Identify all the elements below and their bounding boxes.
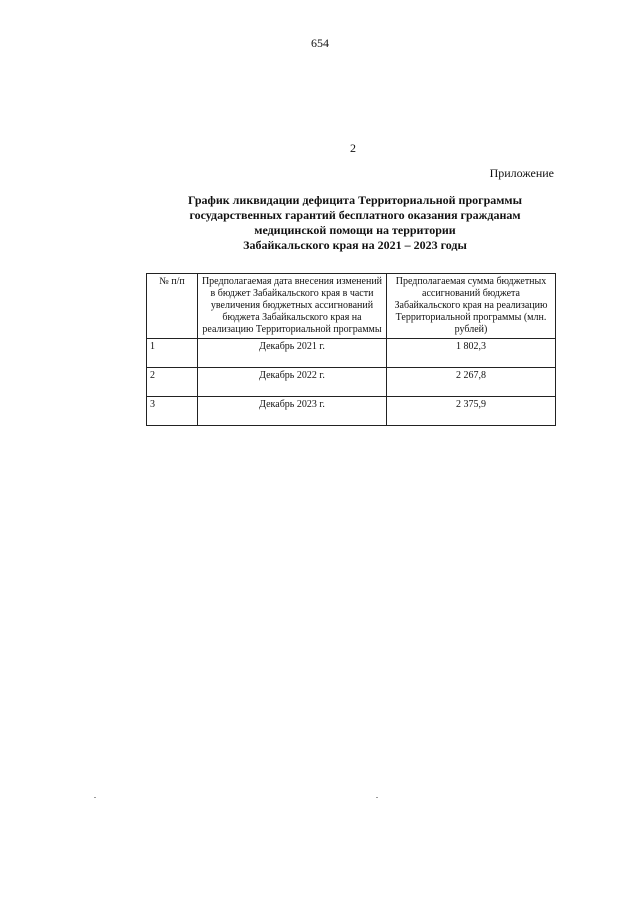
table-row [147,339,556,368]
table-row [147,368,556,397]
appendix-label: Приложение [489,166,554,180]
table-row [147,397,556,426]
row-sum: 2 375,9 [387,397,556,426]
row-number: 2 [147,368,198,397]
row-sum: 1 802,3 [387,339,556,368]
header-date: Предполагаемая дата внесения изменений в бюджет Забайкальского края в части увеличения бюджетных ассигнований бюджета Забайкальского края на реализацию Территориальной программы [198,274,387,339]
title-line-1: График ликвидации дефицита Территориальной программы [188,193,522,207]
title-line-2: государственных гарантий бесплатного оказания гражданам [189,208,521,222]
deficit-schedule-table [146,273,556,426]
row-sum: 2 267,8 [387,368,556,397]
table-header-row [147,274,556,339]
title-line-4: Забайкальского края на 2021 – 2023 годы [243,238,467,252]
page-number: 654 [311,36,329,50]
row-number: 1 [147,339,198,368]
header-number: № п/п [147,274,198,339]
row-number: 3 [147,397,198,426]
row-date: Декабрь 2022 г. [198,368,387,397]
scan-speck [94,797,96,798]
sub-page-number: 2 [350,141,356,155]
document-title [150,193,560,253]
row-date: Декабрь 2021 г. [198,339,387,368]
row-date: Декабрь 2023 г. [198,397,387,426]
title-line-3: медицинской помощи на территории [254,223,456,237]
header-sum: Предполагаемая сумма бюджетных ассигнований бюджета Забайкальского края на реализацию Территориальной программы (млн. рублей) [387,274,556,339]
scan-speck [376,797,378,798]
